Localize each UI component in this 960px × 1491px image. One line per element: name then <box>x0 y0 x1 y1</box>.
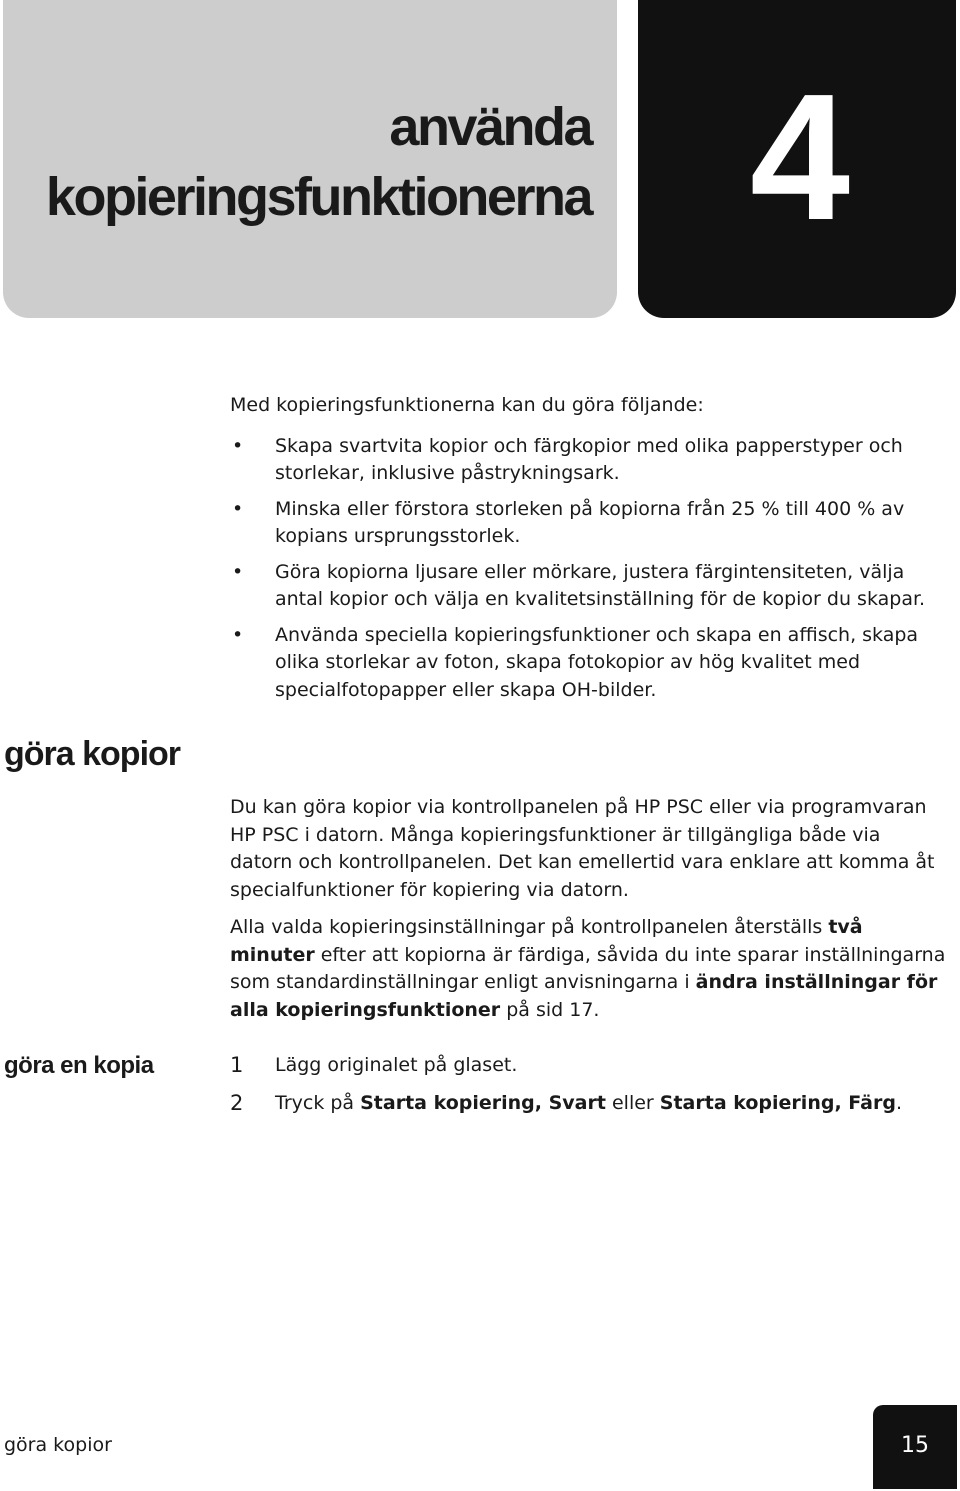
section-heading-gora-kopior: göra kopior <box>4 735 181 773</box>
gora-kopior-section <box>230 794 948 1024</box>
step-item <box>230 1090 948 1118</box>
step-text <box>275 1092 902 1114</box>
page-number-box <box>873 1405 957 1489</box>
gora-en-kopia-section <box>230 1052 948 1127</box>
feature-item <box>230 559 948 614</box>
bullet-marker: • <box>232 560 244 583</box>
button-name-color: Starta kopiering, Färg <box>659 1091 896 1114</box>
chapter-number: 4 <box>749 57 845 258</box>
step-text: Lägg originalet på glaset. <box>275 1054 518 1076</box>
chapter-title-line1: använda <box>389 97 591 157</box>
paragraph-text: på sid 17. <box>500 998 600 1021</box>
paragraph-text: efter att kopiorna är färdiga, såvida du inte sparar inställningarna som standardinställningar enligt anvisningarna i <box>230 943 946 993</box>
bullet-marker: • <box>232 434 244 457</box>
gora-kopior-paragraph-1: Du kan göra kopior via kontrollpanelen på HP PSC eller via programvaran HP PSC i datorn. Många kopieringsfunktioner är tillgängliga både via datorn och kontrollpanelen. Det kan emellertid vara enklare att komma åt specialfunktioner för kopiering via datorn. <box>230 796 935 901</box>
intro-section <box>230 392 948 712</box>
step-number: 1 <box>230 1053 244 1077</box>
section-heading-gora-en-kopia: göra en kopia <box>4 1052 154 1079</box>
button-name-black: Starta kopiering, Svart <box>360 1091 606 1114</box>
step-number: 2 <box>230 1090 244 1115</box>
chapter-title-line2: kopieringsfunktionerna <box>45 167 591 227</box>
chapter-number-panel <box>638 0 956 318</box>
step-item <box>230 1052 948 1080</box>
feature-text: Minska eller förstora storleken på kopiorna från 25 % till 400 % av kopians ursprungsstorlek. <box>275 497 905 547</box>
feature-item <box>230 622 948 705</box>
footer-section-name: göra kopior <box>4 1434 112 1456</box>
page-number: 15 <box>901 1433 929 1458</box>
bullet-marker: • <box>232 497 244 520</box>
feature-text: Göra kopiorna ljusare eller mörkare, justera färgintensiteten, välja antal kopior och välja en kvalitetsinställning för de kopior du skapar. <box>275 560 926 610</box>
step-list <box>230 1052 948 1117</box>
step-text-part: Tryck på <box>275 1091 361 1114</box>
cross-reference-link: ändra inställningar för alla kopieringsfunktioner <box>230 971 938 1021</box>
feature-item <box>230 433 948 488</box>
step-text-part: eller <box>605 1091 660 1114</box>
intro-lead: Med kopieringsfunktionerna kan du göra följande: <box>230 394 704 416</box>
feature-list <box>230 433 948 705</box>
feature-item <box>230 496 948 551</box>
chapter-title-panel <box>3 0 617 318</box>
bullet-marker: • <box>232 623 244 646</box>
paragraph-text: Alla valda kopieringsinställningar på kontrollpanelen återställs <box>230 916 829 938</box>
chapter-title <box>46 92 591 232</box>
step-text-part: . <box>895 1091 902 1114</box>
gora-kopior-paragraph-2 <box>230 914 948 1024</box>
emphasis-two-minutes: två minuter <box>230 916 863 966</box>
feature-text: Skapa svartvita kopior och färgkopior med olika papperstyper och storlekar, inklusive påstrykningsark. <box>275 434 903 484</box>
feature-text: Använda speciella kopieringsfunktioner och skapa en affisch, skapa olika storlekar av foton, skapa fotokopior av hög kvalitet med specialfotopapper eller skapa OH-bilder. <box>275 623 919 701</box>
